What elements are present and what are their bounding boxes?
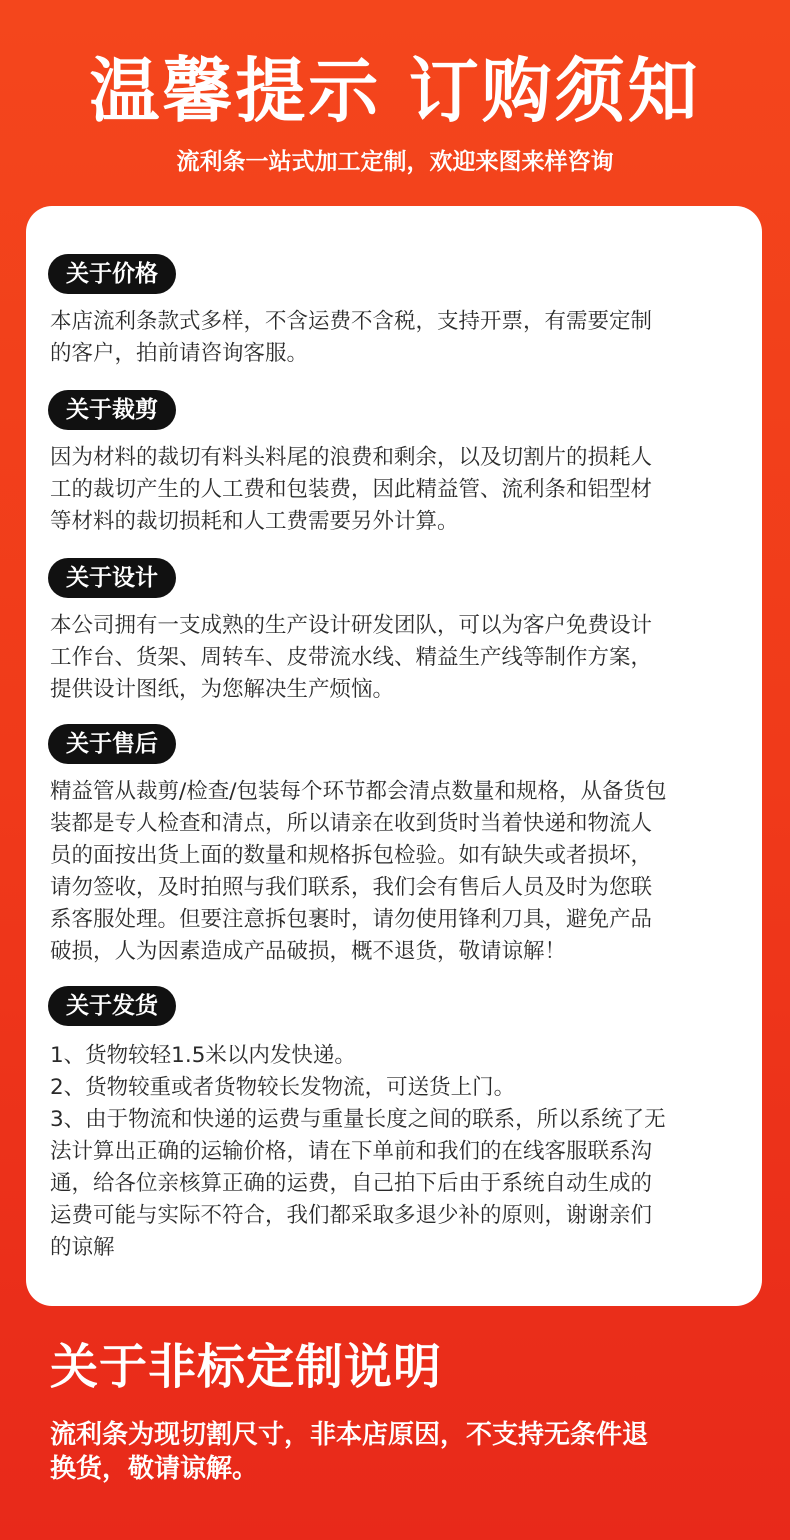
text-line: 本公司拥有一支成熟的生产设计研发团队，可以为客户免费设计 (50, 613, 653, 638)
text-line: 工的裁切产生的人工费和包装费，因此精益管、流利条和铝型材 (50, 477, 653, 502)
text-line: 通，给各位亲核算正确的运费，自己拍下后由于系统自动生成的 (50, 1171, 653, 1196)
text-line: 的客户，拍前请咨询客服。 (50, 341, 309, 366)
text-line: 等材料的裁切损耗和人工费需要另外计算。 (50, 509, 459, 534)
text-line: 1、货物较轻1.5米以内发快递。 (50, 1043, 356, 1068)
page-title: 温馨提示 订购须知 (89, 50, 701, 132)
text-line: 法计算出正确的运输价格，请在下单前和我们的在线客服联系沟 (50, 1139, 653, 1164)
section-body-cutting (50, 442, 740, 538)
text-line: 2、货物较重或者货物较长发物流，可送货上门。 (50, 1075, 516, 1100)
page-subtitle: 流利条一站式加工定制，欢迎来图来样咨询 (176, 149, 614, 175)
text-line: 流利条为现切割尺寸，非本店原因，不支持无条件退 (50, 1420, 649, 1450)
text-line: 本店流利条款式多样，不含运费不含税，支持开票，有需要定制 (50, 309, 653, 334)
section-tag-shipping: 关于发货 (48, 986, 176, 1026)
section-tag-design: 关于设计 (48, 558, 176, 598)
notice-card (26, 206, 762, 1306)
section-tag-after-sales: 关于售后 (48, 724, 176, 764)
section-body-shipping (50, 1040, 740, 1264)
section-body-price (50, 306, 740, 370)
text-line: 破损，人为因素造成产品破损，概不退货，敬请谅解！ (50, 939, 567, 964)
text-line: 因为材料的裁切有料头料尾的浪费和剩余，以及切割片的损耗人 (50, 445, 653, 470)
section-body-after-sales (50, 776, 740, 968)
section-tag-cutting: 关于裁剪 (48, 390, 176, 430)
custom-notice-text (50, 1418, 740, 1486)
text-line: 运费可能与实际不符合，我们都采取多退少补的原则，谢谢亲们 (50, 1203, 653, 1228)
text-line: 换货，敬请谅解。 (50, 1454, 259, 1484)
text-line: 系客服处理。但要注意拆包裹时，请勿使用锋利刀具，避免产品 (50, 907, 653, 932)
text-line: 装都是专人检查和清点，所以请亲在收到货时当着快递和物流人 (50, 811, 653, 836)
text-line: 员的面按出货上面的数量和规格拆包检验。如有缺失或者损坏， (50, 843, 653, 868)
section-tag-price: 关于价格 (48, 254, 176, 294)
custom-notice-title: 关于非标定制说明 (50, 1339, 443, 1395)
section-body-design (50, 610, 740, 706)
text-line: 请勿签收，及时拍照与我们联系，我们会有售后人员及时为您联 (50, 875, 653, 900)
text-line: 工作台、货架、周转车、皮带流水线、精益生产线等制作方案， (50, 645, 653, 670)
text-line: 提供设计图纸，为您解决生产烦恼。 (50, 677, 395, 702)
text-line: 3、由于物流和快递的运费与重量长度之间的联系，所以系统了无 (50, 1107, 666, 1132)
text-line: 的谅解 (50, 1235, 115, 1260)
text-line: 精益管从裁剪/检查/包装每个环节都会清点数量和规格，从备货包 (50, 779, 667, 804)
